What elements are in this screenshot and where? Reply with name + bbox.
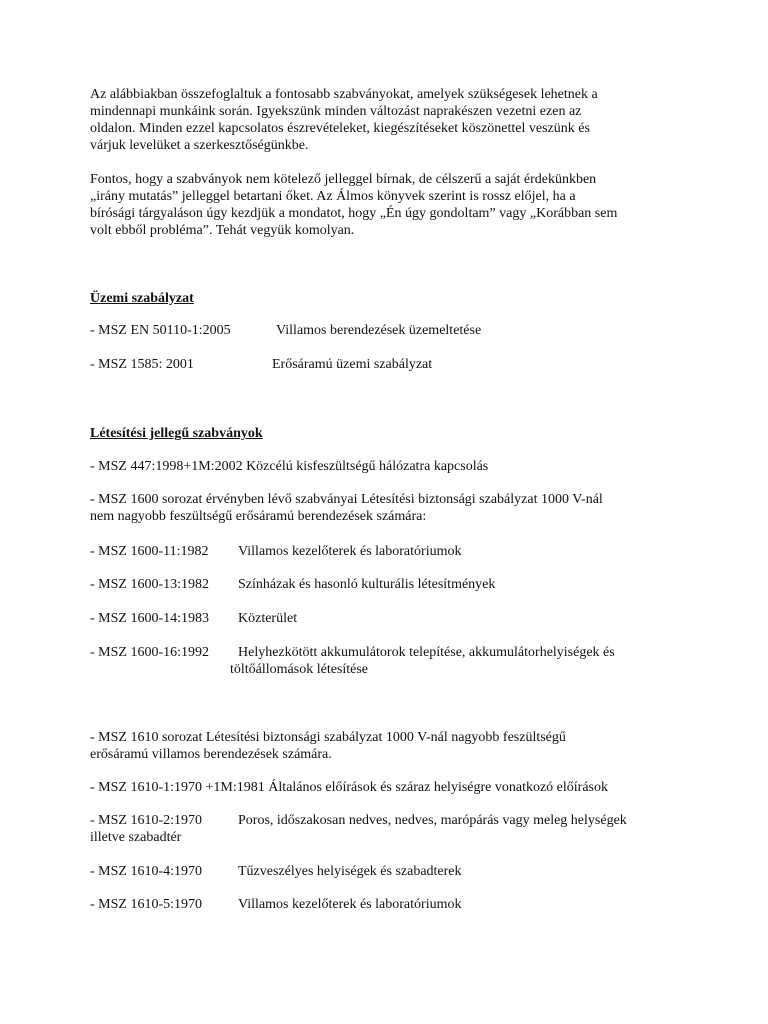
standard-series-line: erősáramú villamos berendezések számára.	[90, 747, 332, 762]
intro-p2-line: „irány mutatás” jelleggel betartani őket. Az Álmos könyvek szerint is rossz előjel, ha a	[90, 189, 576, 204]
standard-item-line: nem nagyobb feszültségű erősáramú berendezések számára:	[90, 509, 427, 524]
standard-code: - MSZ 1610-2:1970	[90, 813, 202, 828]
intro-p1-line: mindennapi munkáink során. Igyekszünk minden változást naprakészen vezetni ezen az	[90, 104, 582, 119]
standard-description: Tűzveszélyes helyiségek és szabadterek	[238, 864, 462, 879]
standard-code: - MSZ 1600-13:1982	[90, 577, 209, 592]
standard-description: Erősáramú üzemi szabályzat	[272, 357, 433, 372]
standard-series-line: - MSZ 1610 sorozat Létesítési biztonsági szabályzat 1000 V-nál nagyobb feszültségű	[90, 730, 566, 745]
standard-description: Poros, időszakosan nedves, nedves, marópárás vagy meleg helységek	[238, 813, 627, 828]
intro-p1-line: oldalon. Minden ezzel kapcsolatos észrevételeket, kiegészítéseket köszönettel veszünk és	[90, 121, 590, 136]
standard-code: - MSZ EN 50110-1:2005	[90, 323, 231, 338]
standard-item: - MSZ 1610-1:1970 +1M:1981 Általános előírások és száraz helyiségre vonatkozó előírások	[90, 780, 608, 795]
standard-item	[90, 812, 627, 829]
standard-code: - MSZ 1610-5:1970	[90, 897, 202, 912]
standard-item	[90, 610, 297, 627]
standard-item	[90, 896, 461, 913]
standard-description-continued: töltőállomások létesítése	[230, 662, 369, 677]
standard-item	[90, 576, 495, 593]
standard-description-continued: illetve szabadtér	[90, 830, 182, 845]
standard-description: Színházak és hasonló kulturális létesítmények	[238, 577, 496, 592]
standard-code: - MSZ 1600-14:1983	[90, 611, 209, 626]
standard-description: Közterület	[238, 611, 298, 626]
standard-item-line: - MSZ 1600 sorozat érvényben lévő szabványai Létesítési biztonsági szabályzat 1000 V-nál	[90, 492, 603, 507]
standard-item	[90, 543, 461, 560]
intro-p1-line: Az alábbiakban összefoglaltuk a fontosabb szabványokat, amelyek szükségesek lehetnek a	[90, 87, 598, 102]
standard-description: Villamos kezelőterek és laboratóriumok	[238, 897, 462, 912]
standard-item	[90, 863, 462, 880]
standard-item	[90, 356, 432, 373]
section-heading-letesitesi: Létesítési jellegű szabványok	[90, 426, 263, 441]
standard-code: - MSZ 1600-16:1992	[90, 645, 209, 660]
intro-p2-line: bírósági tárgyaláson úgy kezdjük a mondatot, hogy „Én úgy gondoltam” vagy „Korábban sem	[90, 206, 618, 221]
section-heading-uzemi: Üzemi szabályzat	[90, 291, 194, 306]
standard-code: - MSZ 1600-11:1982	[90, 544, 209, 559]
standard-description: Helyhezkötött akkumulátorok telepítése, akkumulátorhelyiségek és	[238, 645, 615, 660]
standard-item: - MSZ 447:1998+1M:2002 Közcélú kisfeszültségű hálózatra kapcsolás	[90, 459, 489, 474]
intro-p1-line: várjuk levelüket a szerkesztőségünkbe.	[90, 138, 309, 153]
standard-item	[90, 644, 615, 661]
intro-p2-line: volt ebből probléma”. Tehát vegyük komolyan.	[90, 223, 355, 238]
standard-code: - MSZ 1610-4:1970	[90, 864, 202, 879]
standard-code: - MSZ 1585: 2001	[90, 357, 194, 372]
standard-description: Villamos kezelőterek és laboratóriumok	[238, 544, 462, 559]
standard-description: Villamos berendezések üzemeltetése	[276, 323, 482, 338]
standard-item	[90, 322, 481, 339]
intro-p2-line: Fontos, hogy a szabványok nem kötelező jelleggel bírnak, de célszerű a saját érdekünkben	[90, 172, 597, 187]
